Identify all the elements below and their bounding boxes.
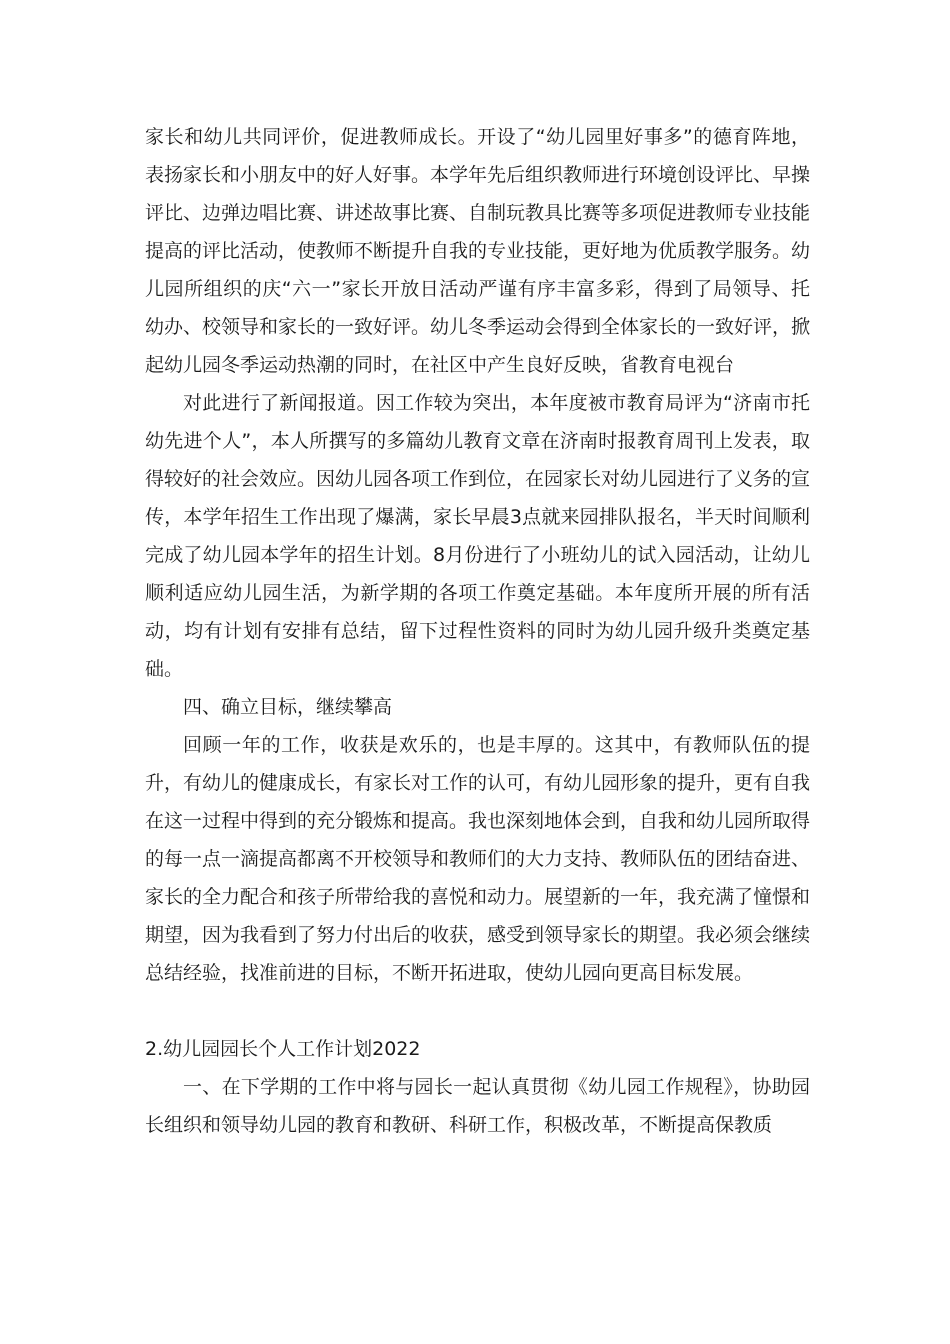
paragraph-review: 回顾一年的工作，收获是欢乐的，也是丰厚的。这其中，有教师队伍的提升，有幼儿的健康成长，有家长对工作的认可，有幼儿园形象的提升，更有自我在这一过程中得到的充分锻炼和提高。我也深刻地体会到，自我和幼儿园所取得的每一点一滴提高都离不开校领导和教师们的大力支持、教师队伍的团结奋进、家长的全力配合和孩子所带给我的喜悦和动力。展望新的一年，我充满了憧憬和期望，因为我看到了努力付出后的收获，感受到领导家长的期望。我必须会继续总结经验，找准前进的目标，不断开拓进取，使幼儿园向更高目标发展。	[145, 734, 811, 984]
paragraph-news-report: 对此进行了新闻报道。因工作较为突出，本年度被市教育局评为“济南市托幼先进个人”，本人所撰写的多篇幼儿教育文章在济南时报教育周刊上发表，取得较好的社会效应。因幼儿园各项工作到位，在园家长对幼儿园进行了义务的宣传，本学年招生工作出现了爆满，家长早晨3点就来园排队报名，半天时间顺利完成了幼儿园本学年的招生计划。8月份进行了小班幼儿的试入园活动，让幼儿顺利适应幼儿园生活，为新学期的各项工作奠定基础。本年度所开展的所有活动，均有计划有安排有总结，留下过程性资料的同时为幼儿园升级升类奠定基础。	[145, 392, 811, 680]
section-title-goals: 四、确立目标，继续攀高	[183, 696, 393, 718]
document-page	[145, 118, 810, 1144]
section-heading-work-plan: 2.幼儿园园长个人工作计划2022	[145, 1038, 421, 1060]
paragraph-plan-intro: 一、在下学期的工作中将与园长一起认真贯彻《幼儿园工作规程》，协助园长组织和领导幼儿园的教育和教研、科研工作，积极改革，不断提高保教质	[145, 1076, 810, 1136]
paragraph-evaluation: 家长和幼儿共同评价，促进教师成长。开设了“幼儿园里好事多”的德育阵地，表扬家长和小朋友中的好人好事。本学年先后组织教师进行环境创设评比、早操评比、边弹边唱比赛、讲述故事比赛、自制玩教具比赛等多项促进教师专业技能提高的评比活动，使教师不断提升自我的专业技能，更好地为优质教学服务。幼儿园所组织的庆“六一”家长开放日活动严谨有序丰富多彩，得到了局领导、托幼办、校领导和家长的一致好评。幼儿冬季运动会得到全体家长的一致好评，掀起幼儿园冬季运动热潮的同时，在社区中产生良好反映，省教育电视台	[145, 126, 811, 376]
